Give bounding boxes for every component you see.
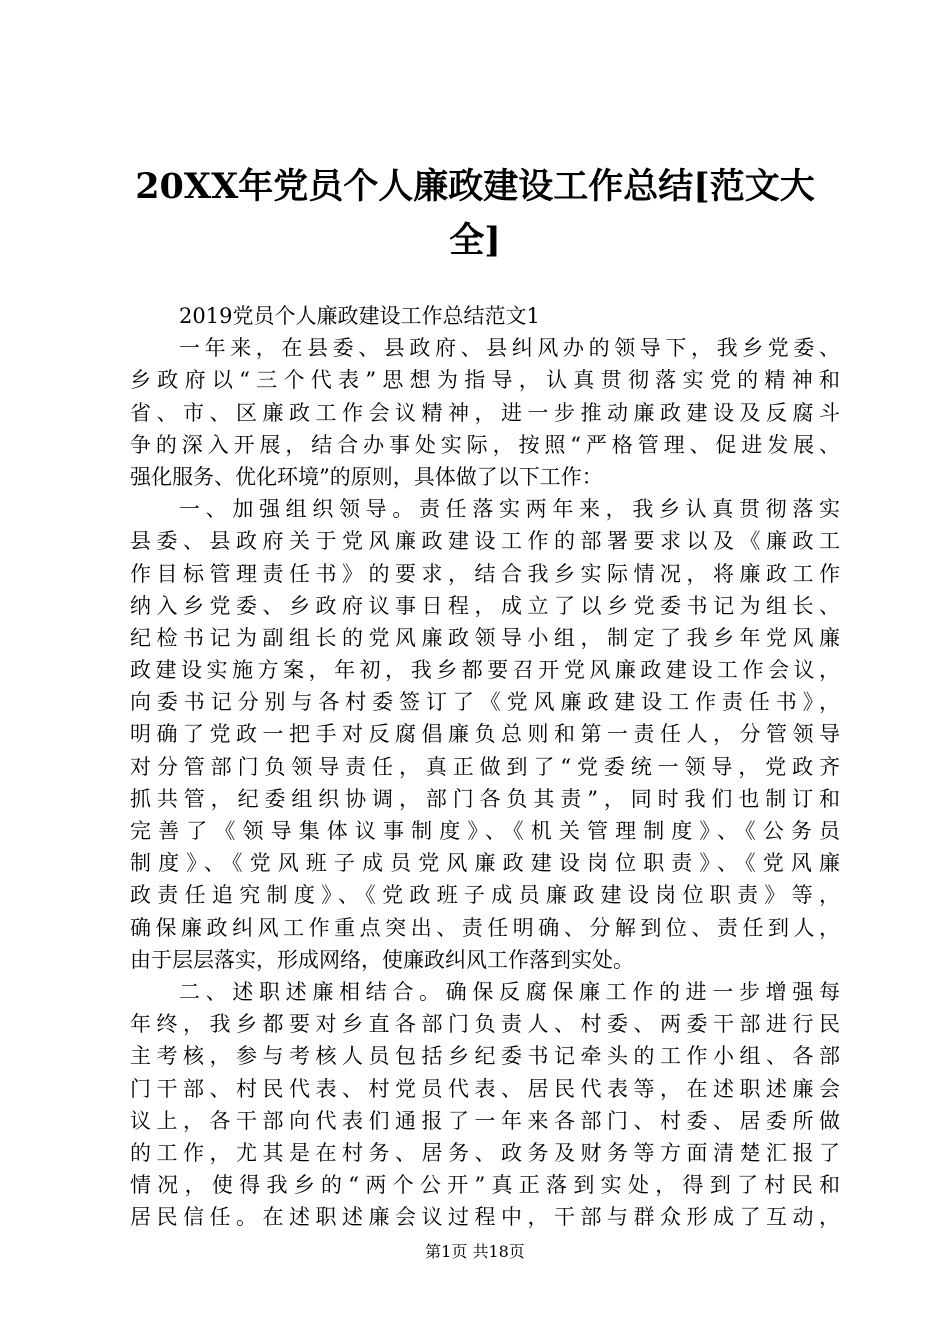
- text-line: 县委、县政府关于党风廉政建设工作的部署要求以及《廉政工: [130, 529, 840, 554]
- text-line: 纪检书记为副组长的党风廉政领导小组，制定了我乡年党风廉: [130, 625, 840, 650]
- text-line: 完善了《领导集体议事制度》、《机关管理制度》、《公务员: [130, 819, 840, 843]
- text-line: 由于层层落实，形成网络，使廉政纠风工作落到实处。: [130, 947, 634, 972]
- text-line: 纳入乡党委、乡政府议事日程，成立了以乡党委书记为组长、: [130, 593, 840, 618]
- text-line: 一、加强组织领导。责任落实两年来，我乡认真贯彻落实: [179, 497, 840, 522]
- document-body: [130, 300, 840, 1233]
- title-line-1: 20XX年党员个人廉政建设工作总结[范文大: [135, 166, 815, 207]
- text-line: 居民信任。在述职述廉会议过程中，干部与群众形成了互动，: [130, 1205, 840, 1230]
- text-line: 主考核，参与考核人员包括乡纪委书记牵头的工作小组、各部: [130, 1044, 840, 1069]
- text-line: 议上，各干部向代表们通报了一年来各部门、村委、居委所做: [130, 1108, 840, 1133]
- text-line: 情况，使得我乡的“两个公开”真正落到实处，得到了村民和: [130, 1173, 840, 1198]
- text-line: 确保廉政纠风工作重点突出、责任明确、分解到位、责任到人，: [130, 915, 840, 940]
- text-line: 的工作，尤其是在村务、居务、政务及财务等方面清楚汇报了: [130, 1140, 840, 1165]
- text-line: 门干部、村民代表、村党员代表、居民代表等，在述职述廉会: [130, 1076, 840, 1101]
- text-line: 二、述职述廉相结合。确保反腐保廉工作的进一步增强每: [179, 979, 840, 1004]
- text-line: 年终，我乡都要对乡直各部门负责人、村委、两委干部进行民: [130, 1012, 840, 1037]
- text-line: 明确了党政一把手对反腐倡廉负总则和第一责任人，分管领导: [130, 722, 840, 747]
- text-line: 乡政府以“三个代表”思想为指导，认真贯彻落实党的精神和: [130, 368, 840, 393]
- text-line: 争的深入开展，结合办事处实际，按照“严格管理、促进发展、: [130, 432, 840, 457]
- text-line: 向委书记分别与各村委签订了《党风廉政建设工作责任书》，: [130, 690, 840, 715]
- text-line: 省、市、区廉政工作会议精神，进一步推动廉政建设及反腐斗: [130, 400, 840, 425]
- text-line: 对分管部门负领导责任，真正做到了“党委统一领导，党政齐: [130, 754, 840, 779]
- text-line: 强化服务、优化环境”的原则，具体做了以下工作：: [130, 464, 603, 489]
- document-title: [110, 160, 840, 268]
- text-line: 一年来，在县委、县政府、县纠风办的领导下，我乡党委、: [179, 336, 840, 361]
- page-footer: 第1页 共18页: [425, 1242, 525, 1261]
- title-line-2: 全]: [449, 220, 501, 261]
- text-line: 制度》、《党风班子成员党风廉政建设岗位职责》、《党风廉: [130, 851, 840, 876]
- text-line: 政建设实施方案，年初，我乡都要召开党风廉政建设工作会议，: [130, 658, 840, 683]
- section-heading: 2019党员个人廉政建设工作总结范文1: [179, 304, 540, 328]
- text-line: 抓共管，纪委组织协调，部门各负其责”，同时我们也制订和: [130, 786, 840, 811]
- text-line: 政责任追究制度》、《党政班子成员廉政建设岗位职责》等，: [130, 883, 840, 908]
- text-line: 作目标管理责任书》的要求，结合我乡实际情况，将廉政工作: [130, 561, 840, 586]
